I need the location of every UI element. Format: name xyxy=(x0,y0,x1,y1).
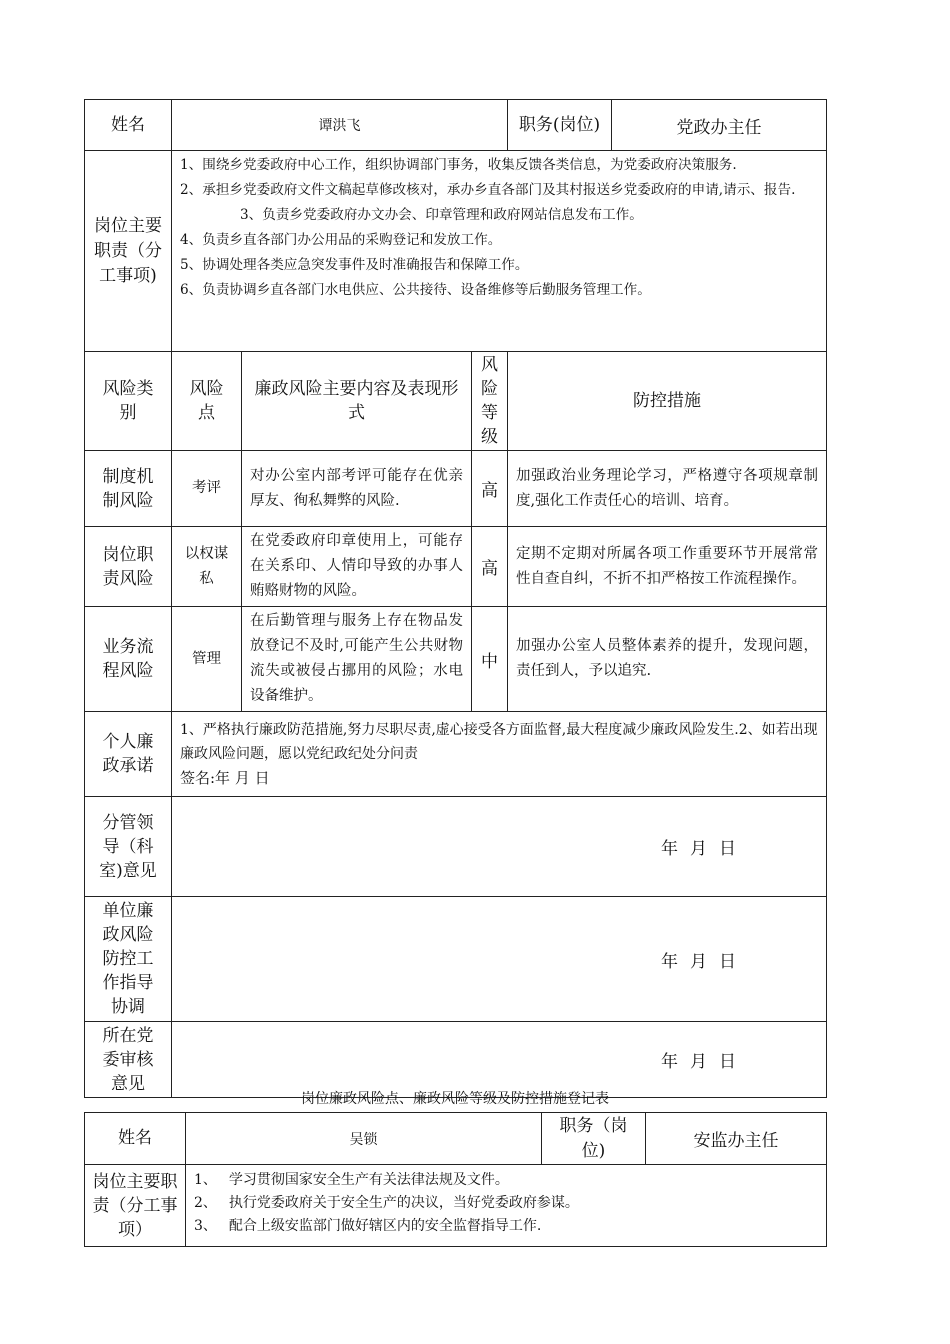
duty-item: 6、负责协调乡直各部门水电供应、公共接待、设备维修等后勤服务管理工作。 xyxy=(180,282,651,298)
signature-line: 签名:年 月 日 xyxy=(180,769,270,787)
duties-label: 岗位主要职责（分工事项) xyxy=(85,151,172,352)
risk-measures: 加强办公室人员整体素养的提升，发现问题，责任到人，予以追究. xyxy=(508,607,827,712)
name-row xyxy=(85,100,827,151)
risk-measures-header: 防控措施 xyxy=(508,352,827,451)
risk-level: 中 xyxy=(472,607,508,712)
risk-point: 考评 xyxy=(172,451,242,527)
duty-item: 1、围绕乡党委政府中心工作，组织协调部门事务，收集反馈各类信息，为党委政府决策服务. xyxy=(180,157,737,173)
opinion-label: 单位廉政风险防控工作指导协调 xyxy=(85,897,172,1022)
duties-list xyxy=(186,1165,827,1247)
risk-content: 在党委政府印章使用上，可能存在关系印、人情印导致的办事人贿赂财物的风险。 xyxy=(242,527,472,607)
name-label: 姓名 xyxy=(85,100,172,151)
promise-text: 1、严格执行廉政防范措施,努力尽职尽责,虚心接受各方面监督,最大程度减少廉政风险发生.2、如若出现廉政风险问题，愿以党纪政纪处分问责 xyxy=(180,722,818,762)
duties-row xyxy=(85,151,827,352)
risk-level: 高 xyxy=(472,527,508,607)
risk-level-header: 风险等级 xyxy=(472,352,508,451)
duty-item: 2、承担乡党委政府文件文稿起草修改核对，承办乡直各部门及其村报送乡党委政府的申请,请示、报告. xyxy=(180,182,796,198)
risk-point: 管理 xyxy=(172,607,242,712)
risk-category-header: 风险类别 xyxy=(85,352,172,451)
duty-item: 4、负责乡直各部门办公用品的采购登记和发放工作。 xyxy=(180,232,502,248)
promise-content xyxy=(172,712,827,797)
risk-point-header: 风险点 xyxy=(172,352,242,451)
promise-row xyxy=(85,712,827,797)
risk-measures: 定期不定期对所属各项工作重要环节开展常常性自查自纠，不折不扣严格按工作流程操作。 xyxy=(508,527,827,607)
duties-label: 岗位主要职责（分工事项） xyxy=(85,1165,186,1247)
risk-category: 制度机制风险 xyxy=(85,451,172,527)
opinion-row xyxy=(85,797,827,897)
duties-list xyxy=(172,151,827,352)
duty-item: 1、 学习贯彻国家安全生产有关法律法规及文件。 xyxy=(194,1172,509,1188)
risk-row xyxy=(85,527,827,607)
risk-row xyxy=(85,607,827,712)
opinion-date: 年 月 日 xyxy=(172,1022,827,1098)
duties-row xyxy=(85,1165,827,1247)
risk-level: 高 xyxy=(472,451,508,527)
risk-content: 对办公室内部考评可能存在优亲厚友、徇私舞弊的风险. xyxy=(242,451,472,527)
duty-item: 5、协调处理各类应急突发事件及时准确报告和保障工作。 xyxy=(180,257,529,273)
registration-table-2 xyxy=(84,1112,827,1247)
registration-table-1 xyxy=(84,99,827,1098)
position-value: 党政办主任 xyxy=(612,100,827,151)
name-value: 吴锁 xyxy=(186,1113,542,1165)
name-row xyxy=(85,1113,827,1165)
position-label: 职务(岗位) xyxy=(508,100,612,151)
opinion-label: 所在党委审核意见 xyxy=(85,1022,172,1098)
position-value: 安监办主任 xyxy=(646,1113,827,1165)
opinion-row xyxy=(85,1022,827,1098)
risk-measures: 加强政治业务理论学习，严格遵守各项规章制度,强化工作责任心的培训、培育。 xyxy=(508,451,827,527)
promise-label: 个人廉政承诺 xyxy=(85,712,172,797)
position-label: 职务（岗位) xyxy=(542,1113,646,1165)
risk-content: 在后勤管理与服务上存在物品发放登记不及时,可能产生公共财物流失或被侵占挪用的风险；水电设备维护。 xyxy=(242,607,472,712)
duty-item: 2、 执行党委政府关于安全生产的决议，当好党委政府参谋。 xyxy=(194,1195,579,1211)
opinion-date: 年 月 日 xyxy=(172,797,827,897)
risk-category: 岗位职责风险 xyxy=(85,527,172,607)
opinion-date: 年 月 日 xyxy=(172,897,827,1022)
duty-item: 3、 配合上级安监部门做好辖区内的安全监督指导工作. xyxy=(194,1218,542,1234)
risk-row xyxy=(85,451,827,527)
name-value: 谭洪飞 xyxy=(172,100,508,151)
risk-header-row xyxy=(85,352,827,451)
form-caption: 岗位廉政风险点、廉政风险等级及防控措施登记表 xyxy=(301,1091,609,1107)
duty-item: 3、负责乡党委政府办文办会、印章管理和政府网站信息发布工作。 xyxy=(240,207,643,223)
risk-point: 以权谋私 xyxy=(172,527,242,607)
risk-content-header: 廉政风险主要内容及表现形式 xyxy=(242,352,472,451)
opinion-row xyxy=(85,897,827,1022)
opinion-label: 分管领导（科室)意见 xyxy=(85,797,172,897)
risk-category: 业务流程风险 xyxy=(85,607,172,712)
name-label: 姓名 xyxy=(85,1113,186,1165)
